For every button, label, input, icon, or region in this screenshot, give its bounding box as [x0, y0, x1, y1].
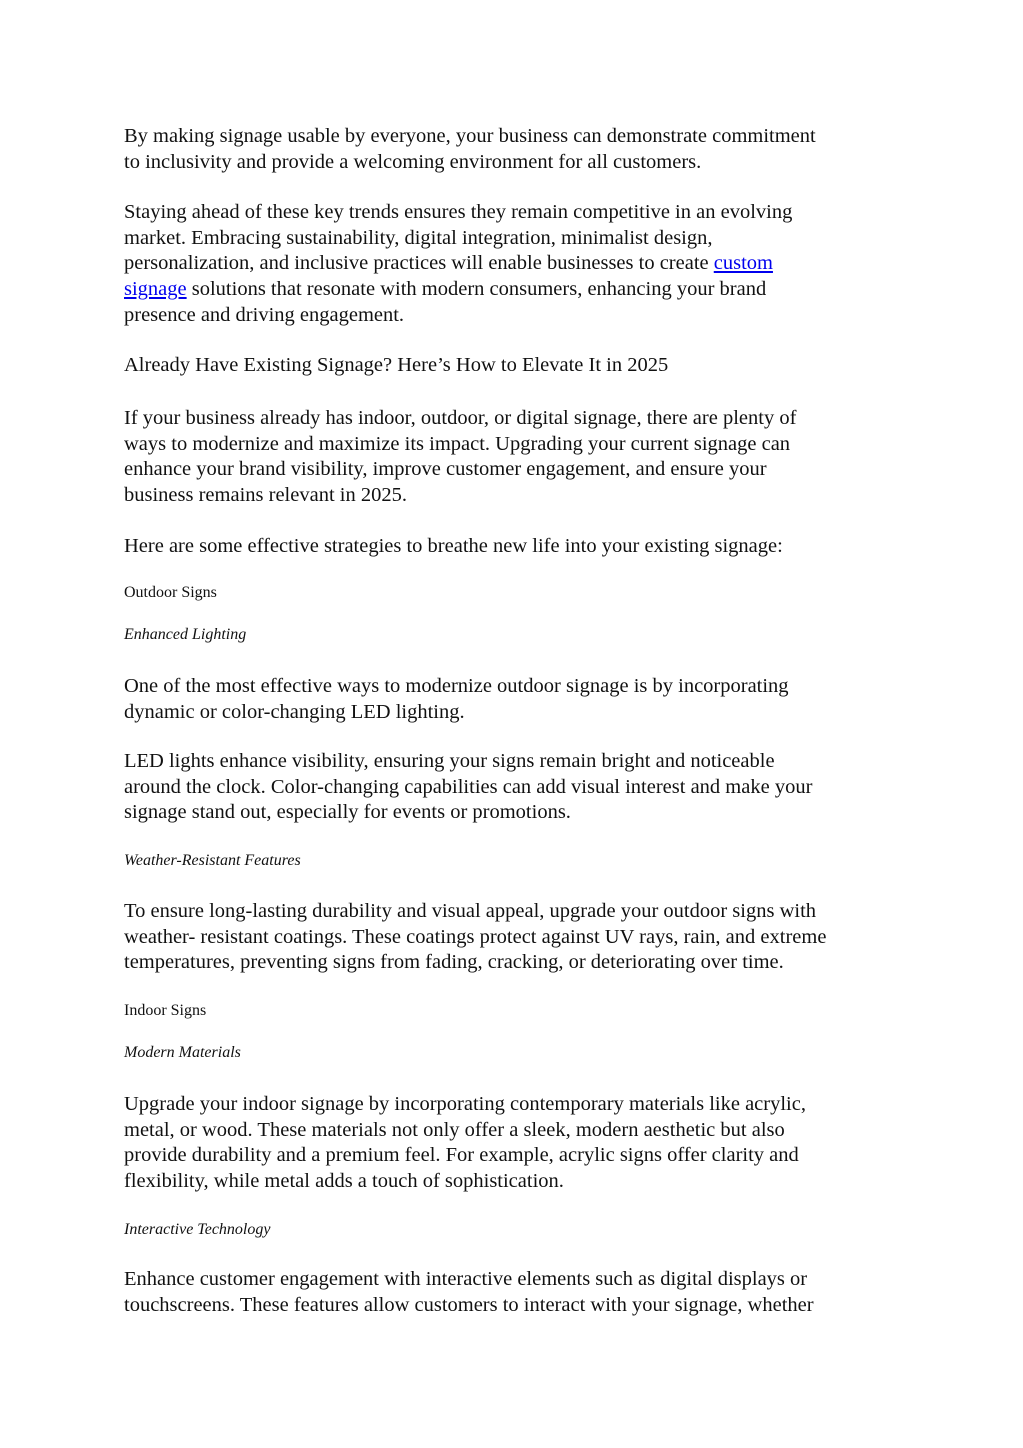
text-line: dynamic or color-changing LED lighting.: [124, 700, 465, 723]
text-line: weather- resistant coatings. These coatings protect against UV rays, rain, and extreme: [124, 925, 827, 948]
text-line: [124, 277, 792, 303]
subheading-interactive-technology: Interactive Technology: [124, 1221, 271, 1238]
section-label-indoor-signs: Indoor Signs: [124, 1002, 207, 1019]
text-line: to inclusivity and provide a welcoming environment for all customers.: [124, 150, 702, 173]
custom-signage-link-continued[interactable]: signage: [124, 278, 187, 301]
paragraph-weather-coatings: [124, 899, 826, 976]
paragraph-trends: [124, 200, 792, 329]
subheading-modern-materials: Modern Materials: [124, 1044, 241, 1061]
text-line: flexibility, while metal adds a touch of sophistication.: [124, 1170, 564, 1193]
text-line: Enhance customer engagement with interactive elements such as digital displays or: [124, 1268, 808, 1290]
paragraph-led-visibility: [124, 749, 812, 826]
paragraph-interactive: [124, 1267, 814, 1318]
text-line: signage stand out, especially for events or promotions.: [124, 801, 571, 824]
subheading-weather-resistant: Weather-Resistant Features: [124, 852, 301, 869]
text-line: metal, or wood. These materials not only offer a sleek, modern aesthetic but also: [124, 1118, 785, 1141]
paragraph-inclusivity: [124, 124, 816, 175]
text-line: ways to modernize and maximize its impact. Upgrading your current signage can: [124, 432, 791, 455]
text-line: business remains relevant in 2025.: [124, 484, 407, 507]
paragraph-materials: [124, 1092, 806, 1195]
text-segment: solutions that resonate with modern consumers, enhancing your brand: [186, 278, 767, 301]
text-line: around the clock. Color-changing capabilities can add visual interest and make your: [124, 775, 813, 798]
text-line: Staying ahead of these key trends ensures they remain competitive in an evolving: [124, 201, 793, 223]
paragraph-existing-signage: [124, 406, 796, 509]
text-line: If your business already has indoor, outdoor, or digital signage, there are plenty of: [124, 407, 797, 429]
text-line: touchscreens. These features allow customers to interact with your signage, whether: [124, 1293, 814, 1316]
paragraph-strategies: Here are some effective strategies to breathe new life into your existing signage:: [124, 535, 783, 557]
text-line: provide durability and a premium feel. For example, acrylic signs offer clarity and: [124, 1144, 799, 1167]
custom-signage-link[interactable]: custom: [713, 252, 773, 275]
section-label-outdoor-signs: Outdoor Signs: [124, 584, 217, 601]
section-heading-existing-signage: Already Have Existing Signage? Here’s How to Elevate It in 2025: [124, 354, 669, 376]
text-line: To ensure long-lasting durability and visual appeal, upgrade your outdoor signs with: [124, 900, 817, 922]
text-line: One of the most effective ways to modernize outdoor signage is by incorporating: [124, 675, 789, 697]
paragraph-led-lighting: [124, 674, 789, 725]
text-line: presence and driving engagement.: [124, 303, 405, 326]
text-line: [124, 251, 792, 277]
subheading-enhanced-lighting: Enhanced Lighting: [124, 626, 247, 643]
text-segment: personalization, and inclusive practices will enable businesses to create: [124, 252, 714, 275]
text-line: By making signage usable by everyone, your business can demonstrate commitment: [124, 125, 816, 147]
text-line: Upgrade your indoor signage by incorporating contemporary materials like acrylic,: [124, 1093, 806, 1115]
text-line: enhance your brand visibility, improve customer engagement, and ensure your: [124, 458, 767, 481]
text-line: temperatures, preventing signs from fading, cracking, or deteriorating over time.: [124, 951, 784, 974]
text-line: market. Embracing sustainability, digital integration, minimalist design,: [124, 226, 713, 249]
text-line: LED lights enhance visibility, ensuring your signs remain bright and noticeable: [124, 750, 775, 772]
